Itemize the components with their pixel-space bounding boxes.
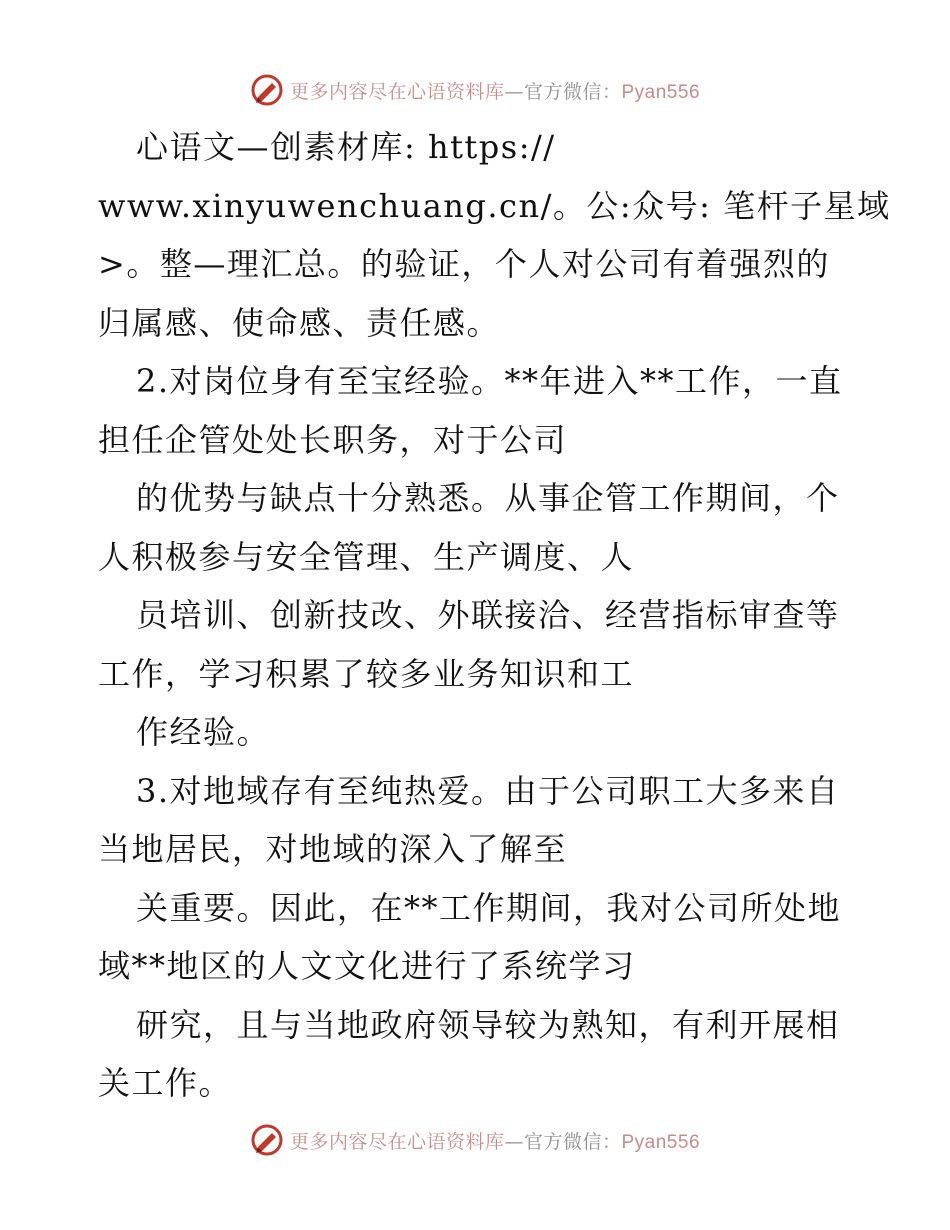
text-line: www.xinyuwenchuang.cn/。公:众号: 笔杆子星域: [98, 186, 891, 225]
document-body: [98, 118, 891, 1113]
text-line: 关工作。: [98, 1064, 233, 1102]
text-line: 当地居民，对地域的深入了解至: [98, 830, 568, 868]
banner-site-text: 更多内容尽在心语资料库: [289, 1130, 505, 1153]
banner-dash: —: [504, 80, 524, 103]
banner-official-text: 官方微信：: [523, 1130, 622, 1153]
pen-logo-icon: [250, 73, 284, 107]
text-line: 关重要。因此，在**工作期间，我对公司所处地: [136, 888, 842, 927]
text-line: 工作，学习积累了较多业务知识和工: [98, 654, 635, 693]
banner-wechat-id: Pyan556: [621, 1131, 701, 1153]
text-line: 心语文—创素材库: https://: [136, 128, 556, 166]
header-watermark-banner: [0, 70, 950, 110]
banner-dash: —: [504, 1130, 524, 1153]
text-line: 作经验。: [136, 713, 271, 751]
footer-watermark-banner: [0, 1120, 950, 1160]
text-line: 人积极参与安全管理、生产调度、人: [98, 537, 635, 576]
banner-official-text: 官方微信：: [523, 80, 622, 103]
text-line: 担任企管处处长职务，对于公司: [98, 420, 568, 459]
text-line: 3.对地域存有至纯热爱。由于公司职工大多来自: [136, 771, 840, 810]
text-line: 归属感、使命感、责任感。: [98, 303, 501, 342]
text-line: >。整—理汇总。的验证，个人对公司有着强烈的: [98, 245, 830, 283]
banner-wechat-id: Pyan556: [621, 81, 701, 103]
text-line: 研究，且与当地政府领导较为熟知，有利开展相: [136, 1005, 840, 1044]
banner-site-text: 更多内容尽在心语资料库: [289, 80, 505, 103]
text-line: 域**地区的人文文化进行了系统学习: [98, 947, 636, 985]
text-line: 的优势与缺点十分熟悉。从事企管工作期间，个: [136, 479, 840, 517]
pen-logo-icon: [250, 1123, 284, 1157]
text-line: 员培训、创新技改、外联接洽、经营指标审查等: [136, 596, 840, 634]
text-line: 2.对岗位身有至宝经验。**年进入**工作，一直: [136, 362, 843, 400]
